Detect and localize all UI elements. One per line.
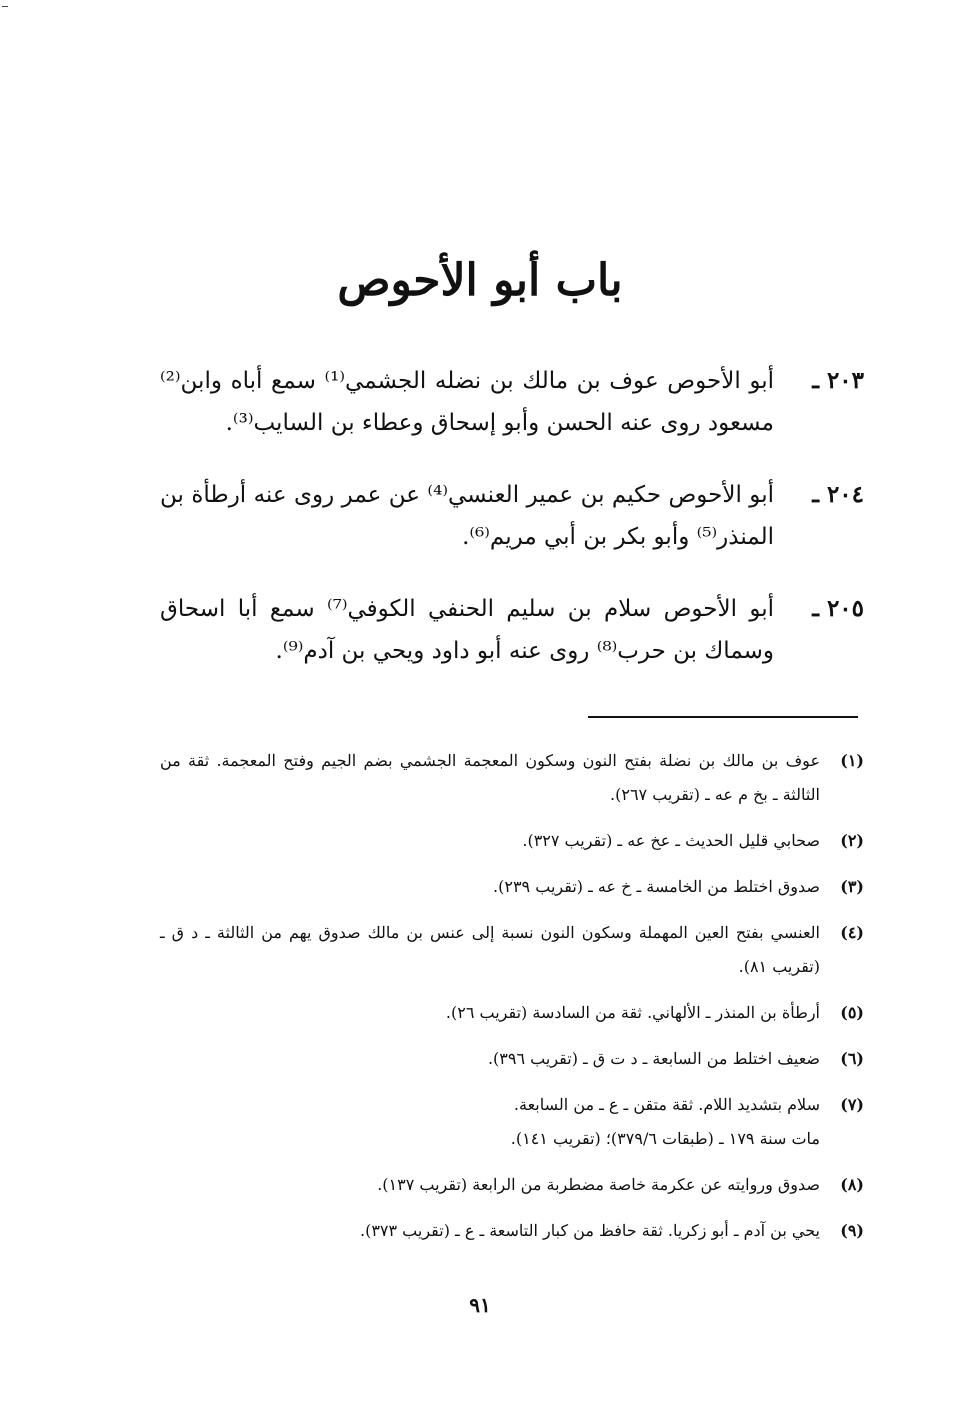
footnote-number: (٤)	[840, 923, 864, 942]
footnote-number: (١)	[840, 751, 864, 770]
entry-204	[160, 474, 864, 558]
footnote-text	[160, 1042, 820, 1076]
footnote-3	[160, 870, 864, 904]
entry-number: ٢٠٥ ـ	[812, 595, 864, 622]
footnote-separator	[588, 716, 858, 718]
footnote-5	[160, 996, 864, 1030]
entry-text: أبو الأحوص عوف بن مالك بن نضله الجشمي⁽¹⁾ سمع أباه وابن⁽²⁾ مسعود روى عنه الحسن وأبو إسحاق وعطاء بن السايب⁽³⁾.	[160, 368, 775, 436]
footnote-number: (٦)	[840, 1049, 864, 1068]
footnote-line: صدوق اختلط من الخامسة ـ خ عه ـ (تقريب ٢٣٩).	[493, 877, 820, 896]
footnote-line: أرطأة بن المنذر ـ الألهاني. ثقة من السادسة (تقريب ٢٦).	[445, 1003, 820, 1022]
footnote-1	[160, 744, 864, 812]
footnote-number: (٨)	[840, 1175, 864, 1194]
footnote-9	[160, 1214, 864, 1248]
footnote-text	[160, 1168, 820, 1202]
entry-203	[160, 360, 864, 444]
footnote-line: ضعيف اختلط من السابعة ـ د ت ق ـ (تقريب ٣٩٦).	[487, 1049, 820, 1068]
entry-205	[160, 588, 864, 672]
footnote-line: صدوق وروايته عن عكرمة خاصة مضطربة من الرابعة (تقريب ١٣٧).	[377, 1175, 820, 1194]
chapter-title: باب أبو الأحوص	[337, 255, 623, 306]
footnote-number: (٢)	[840, 831, 864, 850]
entry-number: ٢٠٣ ـ	[812, 367, 864, 394]
footnote-number: (٧)	[840, 1095, 864, 1114]
footnote-line: مات سنة ١٧٩ ـ (طبقات ٣٧٩/٦)؛ (تقريب ١٤١).	[510, 1129, 820, 1148]
entry-number: ٢٠٤ ـ	[812, 481, 864, 508]
footnote-number: (٥)	[840, 1003, 864, 1022]
footnote-2	[160, 824, 864, 858]
footnote-number: (٩)	[840, 1221, 864, 1240]
footnote-6	[160, 1042, 864, 1076]
entry-text: أبو الأحوص حكيم بن عمير العنسي⁽⁴⁾ عن عمر روى عنه أرطأة بن المنذر⁽⁵⁾ وأبو بكر بن أبي مريم⁽⁶⁾.	[160, 482, 774, 550]
footnote-4	[160, 916, 864, 984]
footnote-line: يحي بن آدم ـ أبو زكريا. ثقة حافظ من كبار التاسعة ـ ع ـ (تقريب ٣٧٣).	[359, 1221, 820, 1240]
footnote-text	[160, 824, 820, 858]
footnotes-list	[160, 744, 864, 1260]
footnote-text	[160, 870, 820, 904]
page-number: ٩١	[469, 1293, 491, 1317]
footnote-line: صحابي قليل الحديث ـ عخ عه ـ (تقريب ٣٢٧).	[522, 831, 820, 850]
footnote-text	[160, 1214, 820, 1248]
footnote-text	[160, 916, 820, 984]
footnote-line: سلام بتشديد اللام. ثقة متقن ـ ع ـ من السابعة.	[513, 1095, 820, 1114]
footnote-text	[160, 1088, 820, 1156]
entries-list	[160, 360, 864, 702]
footnote-text	[160, 996, 820, 1030]
footnote-text	[160, 744, 820, 812]
footnote-line: عوف بن مالك بن نضلة بفتح النون وسكون المعجمة الجشمي بضم الجيم وفتح المعجمة. ثقة من الثالثة ـ بخ م عه ـ (تقريب ٢٦٧).	[160, 751, 820, 804]
footnote-line: العنسي بفتح العين المهملة وسكون النون نسبة إلى عنس بن مالك صدوق يهم من الثالثة ـ د ق ـ (تقريب ٨١).	[160, 923, 821, 976]
footnote-7	[160, 1088, 864, 1156]
entry-text: أبو الأحوص سلام بن سليم الحنفي الكوفي⁽⁷⁾ سمع أبا اسحاق وسماك بن حرب⁽⁸⁾ روى عنه أبو داود ويحي بن آدم⁽⁹⁾.	[160, 596, 774, 664]
scan-corner-mark	[2, 6, 8, 7]
footnote-number: (٣)	[840, 877, 864, 896]
footnote-8	[160, 1168, 864, 1202]
